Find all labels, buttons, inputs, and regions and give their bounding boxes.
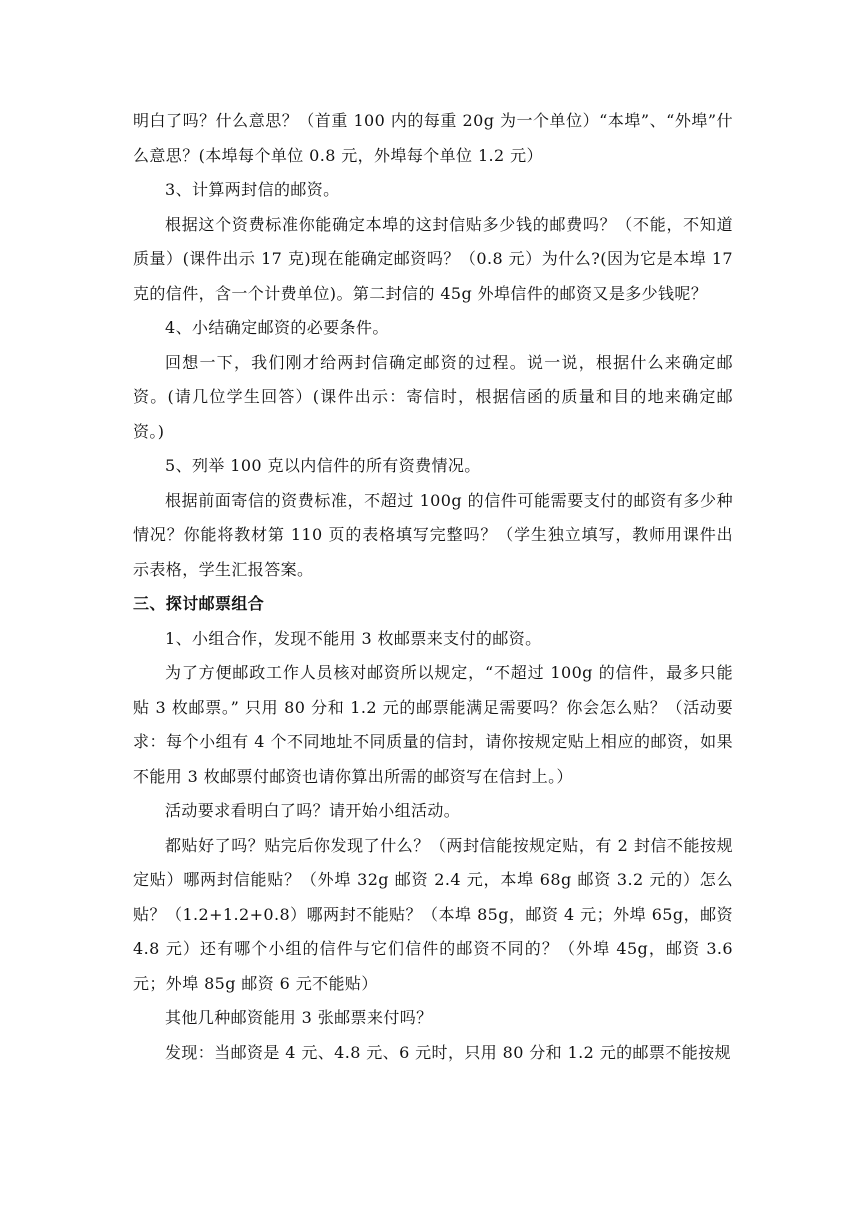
paragraph-start-activity: 活动要求看明白了吗？请开始小组活动。 [165,801,461,820]
paragraph-findings: 都贴好了吗？贴完后你发现了什么？（两封信能按规定贴，有 2 封信不能按规定贴）哪两封信能贴？（外埠 32g 邮资 2.4 元，本埠 68g 邮资 3.2 元的）怎么贴？（1.2+1.2+0.8）哪两封不能贴？（本埠 85g，邮资 4 元；外埠 65g，邮资 4.8 元）还有哪个小组的信件与它们信件的邮资不同的？（外埠 45g，邮资 3.6 元；外埠 85g 邮资 6 元不能贴） [133,835,733,993]
paragraph-postage-rules: 明白了吗？什么意思？（首重 100 内的每重 20g 为一个单位）“本埠”、“外埠”什么意思？(本埠每个单位 0.8 元，外埠每个单位 1.2 元） [133,111,733,165]
paragraph-group-activity: 为了方便邮政工作人员核对邮资所以规定，“不超过 100g 的信件，最多只能贴 3 枚邮票。” 只用 80 分和 1.2 元的邮票能满足需要吗？你会怎么贴？（活动要求：每个小组有 4 个不同地址不同质量的信封，请你按规定贴上相应的邮资，如果不能用 3 枚邮票付邮资也请你算出所需的邮资写在信封上。） [133,663,733,786]
document-body [133,104,733,1070]
step-3-heading: 3、计算两封信的邮资。 [165,180,340,199]
paragraph-discovery: 发现：当邮资是 4 元、4.8 元、6 元时，只用 80 分和 1.2 元的邮票不能按规 [165,1042,731,1062]
step-5-heading: 5、列举 100 克以内信件的所有资费情况。 [165,456,481,475]
paragraph-calculate-postage: 根据这个资费标准你能确定本埠的这封信贴多少钱的邮费吗？（不能，不知道质量）(课件出示 17 克)现在能确定邮资吗？（0.8 元）为什么?(因为它是本埠 17 克的信件，含一个计费单位)。第二封信的 45g 外埠信件的邮资又是多少钱呢？ [133,214,733,303]
paragraph-summary-conditions: 回想一下，我们刚才给两封信确定邮资的过程。说一说，根据什么来确定邮资。(请几位学生回答）(课件出示：寄信时，根据信函的质量和目的地来确定邮资。) [133,352,733,441]
paragraph-list-rates: 根据前面寄信的资费标准，不超过 100g 的信件可能需要支付的邮资有多少种情况？你能将教材第 110 页的表格填写完整吗？（学生独立填写，教师用课件出示表格，学生汇报答案。 [133,490,733,579]
paragraph-other-postage: 其他几种邮资能用 3 张邮票来付吗？ [165,1008,433,1027]
section-heading-stamp-combination: 三、探讨邮票组合 [133,594,265,613]
step-4-heading: 4、小结确定邮资的必要条件。 [165,318,389,337]
step-1-heading: 1、小组合作，发现不能用 3 枚邮票来支付的邮资。 [165,628,542,648]
